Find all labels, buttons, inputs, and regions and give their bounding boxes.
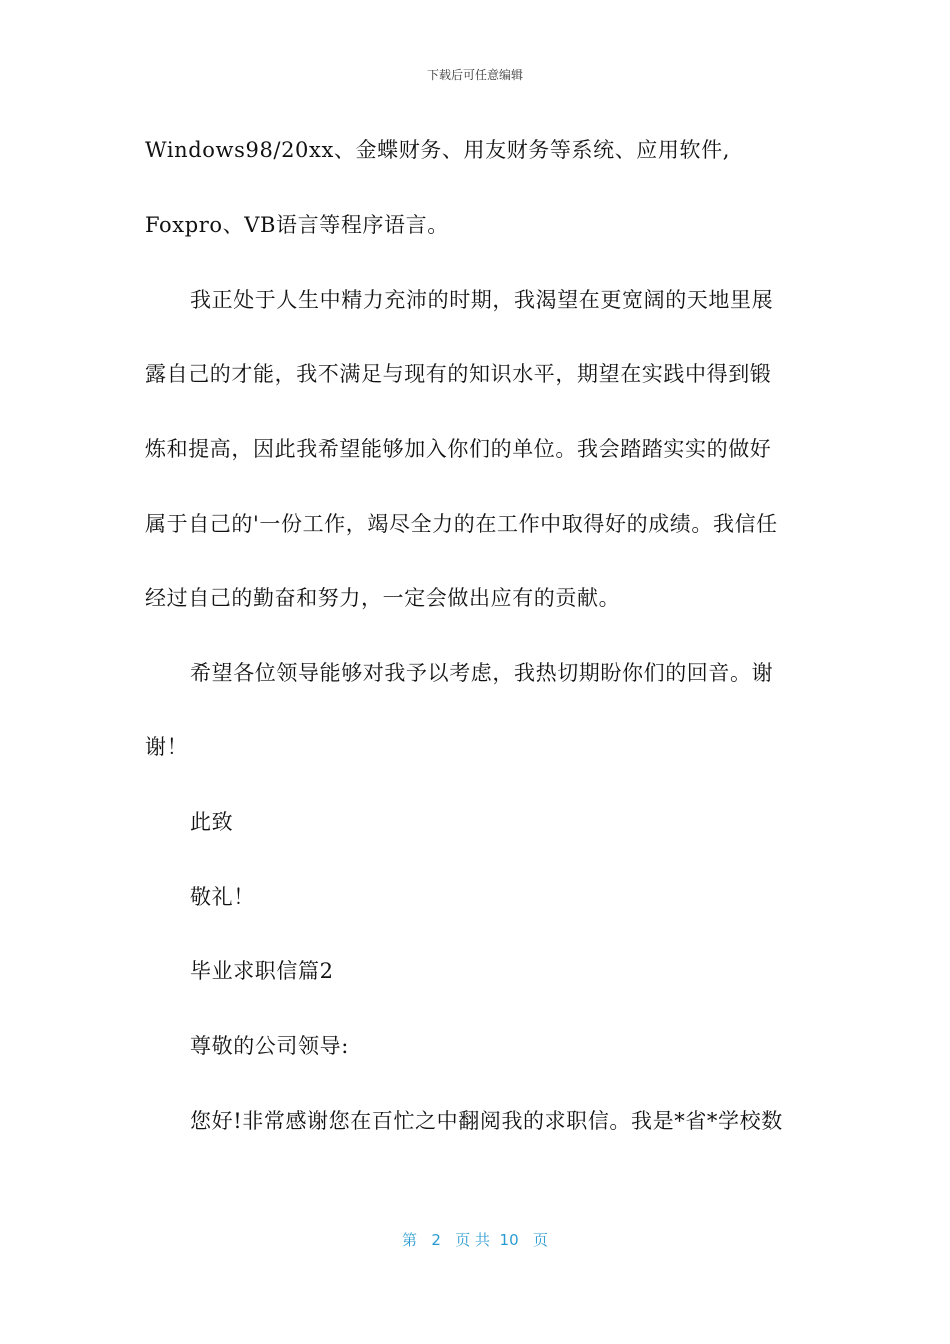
letter-greeting: 尊敬的公司领导: bbox=[190, 1034, 349, 1058]
page-number-footer bbox=[0, 1229, 950, 1250]
paragraph-start-line: 您好!非常感谢您在百忙之中翻阅我的求职信。我是*省*学校数 bbox=[190, 1109, 783, 1133]
body-line: 露自己的才能，我不满足与现有的知识水平，期望在实践中得到锻 bbox=[145, 362, 772, 386]
page-label-suffix: 页 bbox=[532, 1231, 548, 1249]
page-header-note: 下载后可任意编辑 bbox=[426, 68, 523, 82]
current-page-number: 2 bbox=[431, 1231, 441, 1249]
body-line: Windows98/20xx、金蝶财务、用友财务等系统、应用软件, bbox=[145, 138, 730, 162]
section-title: 毕业求职信篇2 bbox=[190, 959, 334, 983]
total-pages-number: 10 bbox=[499, 1231, 519, 1249]
page-label-prefix: 第 bbox=[402, 1231, 418, 1249]
paragraph-start-line: 希望各位领导能够对我予以考虑，我热切期盼你们的回音。谢 bbox=[190, 661, 774, 685]
body-line: 谢！ bbox=[145, 735, 189, 759]
body-line: 经过自己的勤奋和努力，一定会做出应有的贡献。 bbox=[145, 586, 621, 610]
closing-salutation: 此致 bbox=[190, 810, 234, 834]
body-line: Foxpro、VB语言等程序语言。 bbox=[145, 213, 449, 237]
body-line: 属于自己的'一份工作，竭尽全力的在工作中取得好的成绩。我信任 bbox=[145, 512, 778, 536]
page-label-middle: 页 共 bbox=[455, 1231, 490, 1249]
closing-regards: 敬礼！ bbox=[190, 885, 255, 909]
paragraph-start-line: 我正处于人生中精力充沛的时期，我渴望在更宽阔的天地里展 bbox=[190, 288, 774, 312]
body-line: 炼和提高，因此我希望能够加入你们的单位。我会踏踏实实的做好 bbox=[145, 437, 772, 461]
